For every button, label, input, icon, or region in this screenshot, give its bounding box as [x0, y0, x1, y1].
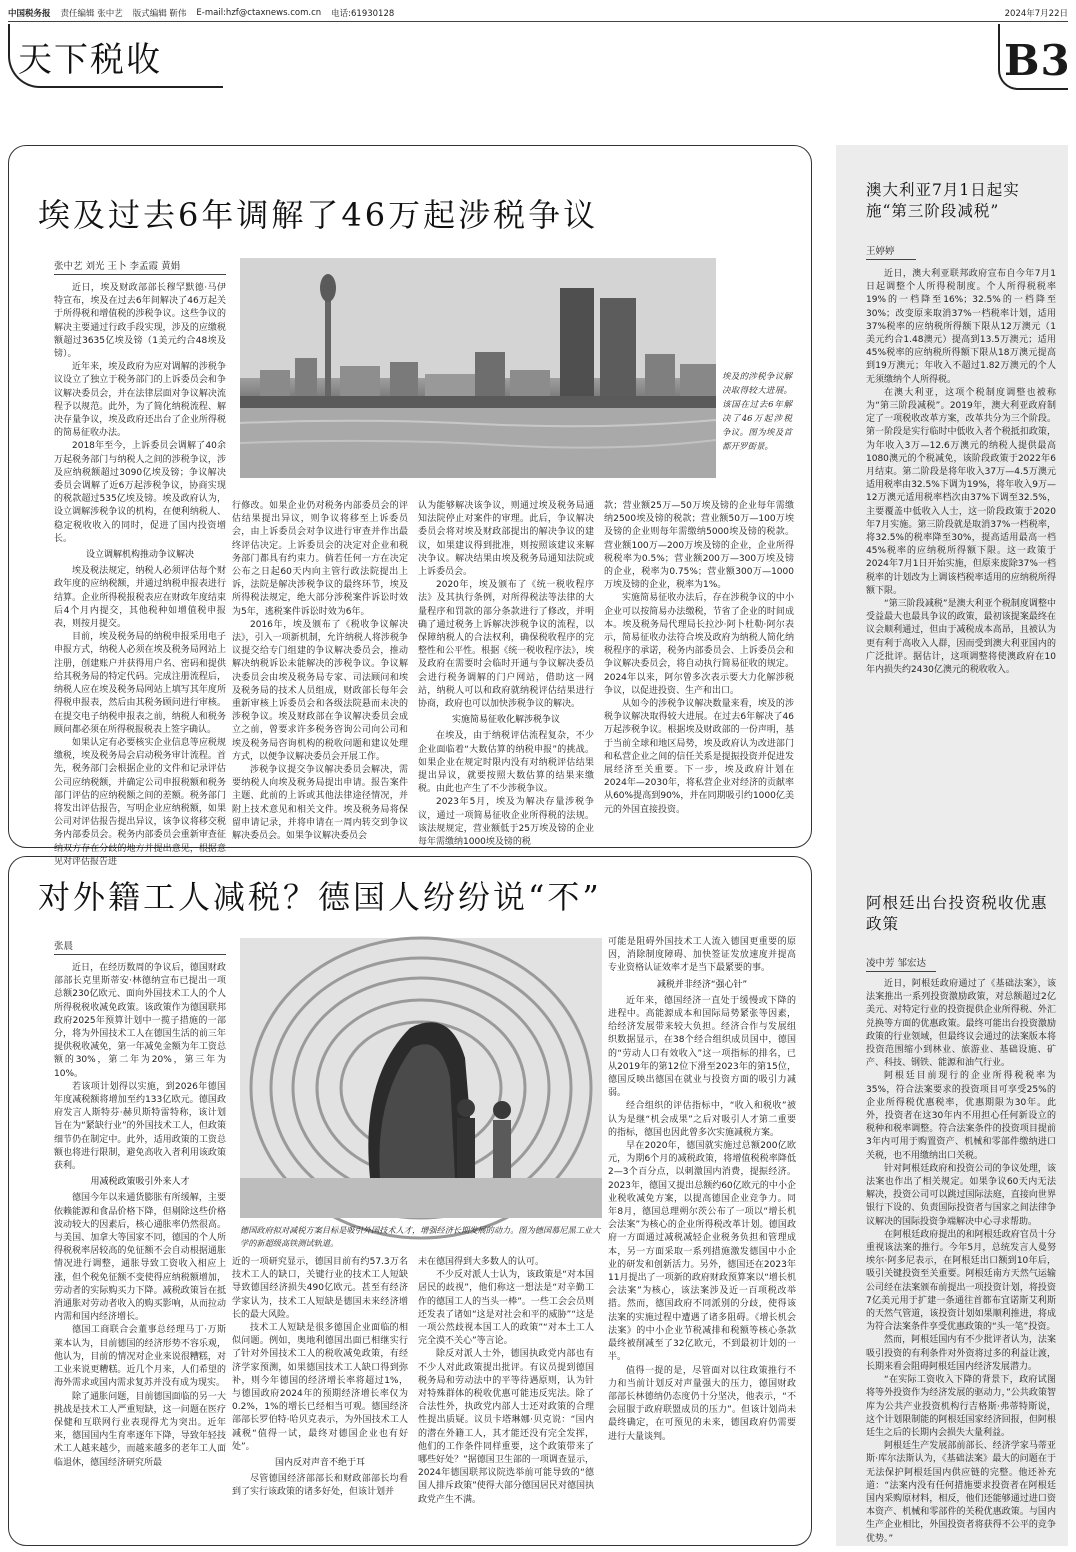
subheading: 减税并非经济“强心针”: [656, 979, 748, 990]
headline-egypt: 埃及过去6年调解了46万起涉税争议: [38, 196, 599, 234]
paragraph: 如果认定有必要核实企业信息等应税规缴税，埃及税务局会启动税务审计流程。首先，税务部门会根据企业的文件和记录评估公司应纳税额，并确定公司申报税额和税务部门评估的应纳税额之间的差额。税务部门将发出评估报告，写明企业应纳税额，如果公司对评估报告提出异议，该争议将移交税务内部委员会。税务内部委员会重新审查征纳双方存在分歧的地方并提出意见，根据意见对评估报告进: [54, 737, 226, 867]
paragraph: 除了通胀问题，目前德国面临的另一大挑战是技术工人严重短缺，这一问题在医疗保健和互联网行业表现得尤为突出。近年来，德国国内生育率逐年下降，导致年轻技术工人越来越少，而越来越多的老年工人面临退休，德国经济研究所最: [54, 1391, 226, 1468]
paragraph: 若该项计划得以实施，到2026年德国年度减税额将增加至约133亿欧元。德国政府发言人斯特芬·赫贝斯特雷特称，该计划旨在为“紧缺行业”的外国技术工人，但政策细节仍在制定中。此外，适用政策的工资总额也将进行限制，避免高收入者利用该政策获利。: [54, 1081, 226, 1172]
paragraph: 早在2020年，德国就实施过总额200亿欧元，为期6个月的减税政策，将增值税税率降低2—3个百分点，以刺激国内消费，提振经济。2023年，德国又提出总额约60亿欧元的中小企业税收减免方案，以提高德国企业竞争力。同年8月，德国总理朔尔茨公布了一项以“增长机会法案”为核心的企业所得税改革计划。德国政府一方面通过减税减轻企业税务负担和管理成本，另一方面采取一系列措施激发德国中小企业的研发和创新活力。另外，德国还在2023年11月提出了一项新的政府财政预算案以“增长机会法案”为核心，该法案涉及近一百项税改举措。然而，德国政府不同派别的分歧，使得该法案的实施过程中遭遇了诸多阻碍。《增长机会法案》的中小企业节税减排和税额等核心条款最终被削减至了32亿欧元，不到最初计划的一半。: [608, 1141, 796, 1363]
paragraph: 近日，澳大利亚联邦政府宣布自今年7月1日起调整个人所得税制度。个人所得税税率19%的一档降至16%；32.5%的一档降至30%；改变原来取消37%一档税率计划，适用37%税率的应纳税所得额下限从12万澳元（1美元约合1.48澳元）提高到13.5万澳元；适用45%税率的应纳税所得额下限从18万澳元提高到19万澳元；年收入不超过1.82万澳元的个人无须缴纳个人所得税。: [866, 269, 1056, 385]
designer-credit: 版式编辑 靳伟: [132, 9, 187, 19]
paragraph: 2018年至今，上诉委员会调解了40余万起税务部门与纳税人之间的涉税争议，涉及应纳税额超过3090亿埃及镑；争议解决委员会调解了近6万起涉税争议，协商实现的税款超过535亿埃及镑。埃及政府认为，设立调解涉税争议的机构，在便利纳税人、稳定税收收入的同时，促进了国内投资增长。: [54, 441, 226, 544]
subheading: 用减税政策吸引外来人才: [90, 1177, 190, 1188]
issue-date: 2024年7月22日: [1004, 9, 1068, 19]
paragraph: 除反对派人士外，德国执政党内部也有不少人对此政策提出批评。有议员提到德国税务局和劳动法中的平等待遇原则，认为针对特殊群体的税收优惠可能违反宪法。除了合法性外，执政党内部人士还对政策的合理性提出质疑。议员卡塔琳娜·贝克说：“国内的潜在外籍工人，其才能还没有完全发挥，他们的工作条件同样重要，这个政策带来了哪些好处？”据德国卫生部的一项调查显示，2024年德国联邦议院选举前可能导致的“德国人排斥政策”使得大部分德国居民对德国执政党产生不满。: [418, 1349, 594, 1505]
byline-germany: 张晨: [54, 938, 226, 955]
paragraph: 近日，埃及财政部部长穆罕默德·马伊特宣布，埃及在过去6年间解决了46万起关于所得税和增值税的涉税争议。这些争议的解决主要通过行政手段实现，涉及的应缴税额超过3635亿埃及镑（1美元约合48埃及镑）。: [54, 283, 226, 360]
paragraph: 埃及税法规定，纳税人必须评估每个财政年度的应纳税额，并通过纳税申报表进行结算。企业所得税报税表应在财政年度结束后4个月内提交，其他税种如增值税申报表，则按月提交。: [54, 566, 226, 630]
paragraph: 实施简易征收办法后，存在涉税争议的中小企业可以按简易办法缴税，节省了企业的时间成本。埃及税务局代理局长拉沙·阿卜杜勒·阿尔表示，简易征收办法符合埃及政府为纳税人简化纳税程序的承诺，税务内部委员会、上诉委员会和争议解决委员会，将自动执行简易征收的规定。2024年以来，阿尔曾多次表示要大力化解涉税争议，以促进投资、生产和出口。: [604, 593, 794, 696]
article1-column-3: [418, 500, 594, 848]
subheading: 实施简易征收化解涉税争议: [451, 715, 560, 726]
paragraph: 可能是阻碍外国技术工人流入德国更重要的原因，消除制度障碍、加快签证发放速度并提高专业资格认证效率才是当下最紧要的事。: [608, 937, 796, 974]
paragraph: 针对阿根廷政府和投资公司的争议处理，该法案也作出了相关规定。如果争议60天内无法解决，投资公司可以跳过国际法庭，直接向世界银行下设的、负责国际投资者与国家之间法律争议解决的国际投资争端解决中心寻求帮助。: [866, 1163, 1056, 1227]
article2-column-2: [232, 1256, 408, 1538]
paragraph: 未在德国得到大多数人的认可。: [418, 1257, 545, 1267]
article1-column-4: [604, 500, 794, 842]
paragraph: 在埃及，由于纳税评估流程复杂，不少企业面临着“大数估算的纳税申报”的挑战。如果企业在规定时限内没有对纳税评估结果提出异议，就要按照大数估算的结果来缴税。由此也产生了不少涉税争议。: [418, 731, 594, 795]
page-number: B3: [1004, 36, 1071, 85]
paragraph: 行修改。如果企业仍对税务内部委员会的评估结果提出异议，则争议将移至上诉委员会，由上诉委员会对争议进行审查并作出最终评估决定。上诉委员会的决定对企业和税务部门都具有约束力。倘若任何一方在决定公布之日起60天内向主管行政法院提出上诉，法院是解决涉税争议的最终环节，埃及所得税法规定，绝大部分涉税案件诉讼时效为5年，逃税案件诉讼时效为6年。: [232, 501, 408, 617]
paragraph: 德国今年以来通货膨胀有所缓解，主要依赖能源和食品价格下降，但剔除这些价格波动较大的因素后，核心通胀率仍然很高。与美国、加拿大等国家不同，德国的个人所得税税率居较高的免征额不会自动根据通胀情况进行调整，通胀导致工资收入相应上涨，但个税免征额不变使得应纳税额增加，劳动者的实际购买力下降。减税政策旨在抵消通胀对劳动者收入的购买影响，从而拉动内需和国内经济增长。: [54, 1193, 226, 1323]
phone-text: 电话:61930128: [331, 9, 395, 19]
paragraph: “第三阶段减税”是澳大利亚个税制度调整中受益最大也最具争议的政策，最初该提案最终在议会顺利通过，但由于减税成本高昂，且被认为更有利于高收入人群，因而受到澳大利亚国内的广泛批评。据估计，这项调整将使澳政府在10年内损失约2430亿澳元的税收收入。: [866, 599, 1056, 676]
paragraph: 2023年5月，埃及为解决存量涉税争议，通过一项简易征收企业所得税的法规。该法规规定，营业额低于25万埃及镑的企业每年需缴纳1000埃及镑的税: [418, 797, 594, 848]
paragraph: 涉税争议提交争议解决委员会解决，需要纳税人向埃及税务局提出申请。报告案件主题、此前的上诉或其他法律途径情况，并附上技术意见和相关文件。埃及税务局将保留申请记录，并将申请在一周内转交到争议解决委员会。如果争议解决委员会: [232, 765, 408, 842]
paragraph: 2016年，埃及颁布了《税收争议解决法》，引入一项新机制，允许纳税人将涉税争议提交给专门组建的争议解决委员会，推动解决纳税诉讼未能解决的涉税争议。争议解决委员会由埃及税务局专家、司法顾问和埃及税务局的技术人员组成，财政部长每年会重新审核上诉委员会和各级法院悬而未决的涉税争议。埃及财政部在争议解决委员会成立之前，曾要求许多税务咨询公司向公司和埃及税务局咨询机构的税收问题和建议处理方式，以便争议解决委员会开展工作。: [232, 619, 408, 762]
paragraph: 款；营业额25万—50万埃及镑的企业每年需缴纳2500埃及镑的税款；营业额50万—100万埃及镑的企业则每年需缴纳5000埃及镑的税款。营业额100万—200万埃及镑的企业，企业所得税税率为0.5%；营业额200万—300万埃及镑的企业，税率为0.75%；营业额300万—1000万埃及镑的企业，税率为1%。: [604, 501, 794, 591]
paragraph: 从如今的涉税争议解决数量来看，埃及的涉税争议解决取得较大进展。在过去6年解决了46万起涉税争议。根据埃及财政部的一份声明，基于当前全球和地区局势，埃及政府认为改进部门和私营企业之间的信任关系是提振投资并促进发展经济至关重要。下一步，埃及政府计划在2024年—2030年，将私营企业对经济的贡献率从60%提高到90%，并在同期吸引约1000亿美元的外国直接投资。: [604, 699, 794, 815]
paragraph: “在实际工资收入下降的背景下，政府试图将等外投资作为经济发展的驱动力，”公共政策智库为公共产业投资机构行吉格斯·弗蒂特斯说，这个计划限制能的阿根廷国家经济回报，但阿根廷生之后的长期内会损失大量利益。: [866, 1375, 1056, 1438]
headline-germany: 对外籍工人减税？德国人纷纷说“不”: [38, 878, 602, 916]
hyperloop-tube-illustration: [240, 938, 602, 1218]
article1-column-2: [232, 500, 408, 842]
article2-column-1: [54, 962, 226, 1538]
photo-cairo-skyline: [240, 258, 716, 478]
paragraph: 技术工人短缺是很多德国企业面临的相似问题。例如，奥地利德国出面已相继实行了针对外国技术工人的税收减免政策，有经济学家预测，如果德国技术工人缺口得到弥补，则今年德国的经济增长率将超过1%，与德国政府2024年的预期经济增长率仅为0.2%，1%的增长已经相当可观。德国经济部部长罗伯特·哈贝克表示，为外国技术工人减税“值得一试，最终对德国企业也有好处”。: [232, 1323, 408, 1452]
editor-credit: 责任编辑 张中艺: [60, 9, 123, 19]
sidebar-australia-text: [866, 268, 1056, 868]
paragraph: 认为能够解决该争议，则通过埃及税务局通知法院停止对案件的审理。此后，争议解决委员会将对埃及财政部提出的解决争议的建议，如果建议得到批准，则按照该建议来解决争议。解决结果由埃及税务局通知法院或上诉委员会。: [418, 501, 594, 578]
paragraph: 近日，在经历数周的争议后，德国财政部部长克里斯蒂安·林德纳宣布已提出一项总额230亿欧元、面向外国技术工人的个人所得税税收减免政策。该政策作为德国联邦政府2025年预算计划中一揽子措施的一部分，将为外国技术工人在德国生活的前三年提供税收减免，第一年减免金额为年工资总额的30%，第二年为20%，第三年为10%。: [54, 963, 226, 1079]
subheading: 设立调解机构推动争议解决: [85, 550, 194, 561]
paragraph: 然而，阿根廷国内有不少批评者认为，法案吸引投资的有利条件对外资将过多的利益让渡，长期来看会阻碍阿根廷国内经济发展潜力。: [866, 1335, 1056, 1372]
paragraph: 目前，埃及税务局的纳税申报采用电子申报方式，纳税人必须在埃及税务局网站上注册，创建账户并获得用户名、密码和提供给其税务局的特定代码。完成注册流程后，纳税人应在埃及税务局网站上填写其年度所得税申报表，然后由其税务顾问进行审核。在提交电子纳税申报表之前，纳税人和税务顾问都必须在所得税报税表上签字确认。: [54, 632, 226, 735]
paragraph: 尽管德国经济部部长和财政部部长均看到了实行该政策的诸多好处，但该计划并: [232, 1474, 408, 1498]
paragraph: 阿根廷生产发展部前部长、经济学家马蒂亚斯·库尔法斯认为，《基础法案》最大的问题在于无法保护阿根廷国内供应链的完整。他还补充道：“法案内没有任何措施要求投资者在阿根廷国内采购原材料，相反，他们还能够通过进口资本资产、机械和零部件的关税优惠政策。与国内生产企业相比，外国投资者将获得不公平的竞争优势。”: [866, 1441, 1056, 1544]
photo-caption-germany: 德国政府拟对减税方案目标是吸引外国技术人才，增强经济长期发展的动力。图为德国慕尼黑工业大学的新超级高铁测试轨道。: [240, 1225, 601, 1248]
byline-argentina: 凌中芳 邹宏达: [866, 955, 936, 972]
cairo-skyline-illustration: [240, 258, 716, 478]
sidebar-headline-australia: 澳大利亚7月1日起实施“第三阶段减税”: [866, 181, 1020, 220]
paragraph: 2020年，埃及颁布了《统一税收程序法》及其执行条例，对所得税法等法律的大量程序和罚款的部分条款进行了修改，并明确了通过税务上诉解决涉税争议的流程，以保障纳税人的合法权利，确保税收程序的完整性和公平性。根据《统一税收程序法》，埃及政府在需要时会临时开通与争议解决委员会进行税务调解的门户网站，借助这一网站，纳税人可以和政府就纳税评估结果进行协商，政府也可以加快涉税争议的解决。: [418, 580, 594, 710]
paragraph: 在澳大利亚，这项个税制度调整也被称为“第三阶段减税”。2019年，澳大利亚政府制定了一项税收改革方案，改革共分为三个阶段。第一阶段是实行临时中低收入者个税抵扣政策，为年收入3万—12.6万澳元的纳税人提供最高1080澳元的个税减免，该阶段政策于2022年6月结束。第二阶段是将年收入37万—4.5万澳元适用税率由32.5%下调为19%，将年收入9万—12万澳元适用税率档次由37%下调至32.5%，主要覆盖中低收入人士，这一阶段政策于2020年7月实施。第三阶段就是取消37%一档税率，将32.5%的税率降至30%，提高适用最高一档45%税率的应纳税所得额下限。这一政策于2024年7月1日开始实施，但原来废除37%一档税率的计划改为上调该档税率适用的应纳税所得额下限。: [866, 387, 1056, 596]
sidebar-headline-argentina: 阿根廷出台投资税收优惠政策: [866, 894, 1048, 933]
paragraph: 近日，阿根廷政府通过了《基础法案》，该法案推出一系列投资激励政策，对总额超过2亿美元、对特定行业的投资提供企业所得税、外汇兑换等方面的优惠政策。最终可能出台投资激励政策的行业领域，但最终议会通过的法案版本将投资范围缩小到林业、旅游业、基础设施、矿产、科技、钢铁、能源和油气行业。: [866, 979, 1056, 1069]
subheading: 国内反对声音不绝于耳: [274, 1458, 365, 1469]
header-rule: [8, 21, 1068, 22]
paragraph: 经合组织的评估指标中，“收入和税收”被认为是继“机会成果”之后对吸引人才第二重要的指标，德国也因此曾多次实施减税方案。: [608, 1101, 796, 1138]
paragraph: 值得一提的是，尽管面对以往政策推行不力和当前计划反对声量强大的压力，德国财政部部长林德纳仍态度仍十分坚决，他表示，“不会屈服于政府联盟成员的压力”。但该计划尚未最终确定，在可预见的未来，德国政府仍需要进行大量谈判。: [608, 1365, 796, 1442]
masthead-bar: [8, 6, 1068, 20]
article1-column-1: [54, 282, 226, 867]
section-title: 天下税收: [18, 40, 162, 80]
paragraph: 近的一项研究显示，德国目前有约57.3万名技术工人的缺口，关键行业的技术工人短缺导致德国经济损失490亿欧元。甚至有经济学家认为，技术工人短缺是德国未来经济增长的最大风险。: [232, 1257, 408, 1320]
paragraph: 在阿根廷政府提出的和阿根廷政府官员十分重视该法案的推行。今年5月，总统发言人曼努埃尔·阿多尼表示，在阿根廷出口额到10年后，吸引关键投资至关重要。阿根廷南方天然气运输公司经在法案颁布前提出一项投资计划，将投资7亿美元用于扩建一条通往首都布宜诺斯艾利斯的天然气管道，该投资计划如果顺利推进，将成为符合法案条件享受优惠政策的“头一笔”投资。: [866, 1229, 1056, 1333]
photo-hyperloop-track: [240, 938, 602, 1218]
photo-caption-egypt: 埃及的涉税争议解决取得较大进展。该国在过去6年解决了46万起涉税争议。图为埃及首都开罗街景。: [722, 372, 792, 452]
paragraph: 阿根廷目前现行的企业所得税税率为35%，符合法案要求的投资项目可享受25%的企业所得税优惠税率，优惠期限为30年。此外，投资者在这30年内不用担心任何新设立的税种和税率调整。符合法案条件的投资项目提前3年内可用于购置资产、机械和零部件缴纳进口关税，也不用缴纳出口关税。: [866, 1071, 1056, 1161]
paragraph: 德国工商联合会董事总经理马丁·万斯莱本认为，目前德国的经济形势不容乐观，他认为，目前的情况对企业来说很糟糕，对工业来说更糟糕。近几个月来，人们希望的海外需求或国内需求复苏并没有成为现实。: [54, 1325, 226, 1389]
article2-column-4: [608, 936, 796, 1538]
paper-name: 中国税务报: [8, 9, 51, 19]
byline-australia: 王婷婷: [866, 243, 916, 260]
byline-egypt: 张中艺 刘光 王卜 李孟霞 黄娟: [54, 258, 226, 275]
sidebar-argentina-text: [866, 978, 1056, 1544]
paragraph: 近年来，德国经济一直处于缓慢或下降的进程中。高能源成本和国际局势紧张等因素，给经济发展带来较大负担。经济合作与发展组织数据显示，在38个经合组织成员国中，德国的“劳动人口有效收入”这一项指标的排名，已从2019年的第12位下滑至2023年的第15位，德国反映出德国在就业与投资方面的吸引力减弱。: [608, 995, 796, 1099]
paragraph: 近年来，埃及政府为应对调解的涉税争议设立了独立于税务部门的上诉委员会和争议解决委员会，并在法律层面对争议解决流程予以规范。此外，为了简化纳税流程、解决存量争议，埃及政府还出台了企业所得税的简易征收办法。: [54, 362, 226, 439]
paragraph: 不少反对派人士认为，该政策是“对本国居民的歧视”，他们称这一想法是“对辛勤工作的德国工人的当头一棒”。一些工会会员则还发表了诸如“这是对社会和平的威胁”“这是一项公然歧视本国工人的政策”“对本土工人完全漠不关心”等言论。: [418, 1270, 594, 1347]
article2-column-3: [418, 1256, 594, 1538]
email-text: E-mail:hzf@ctaxnews.com.cn: [196, 8, 322, 18]
